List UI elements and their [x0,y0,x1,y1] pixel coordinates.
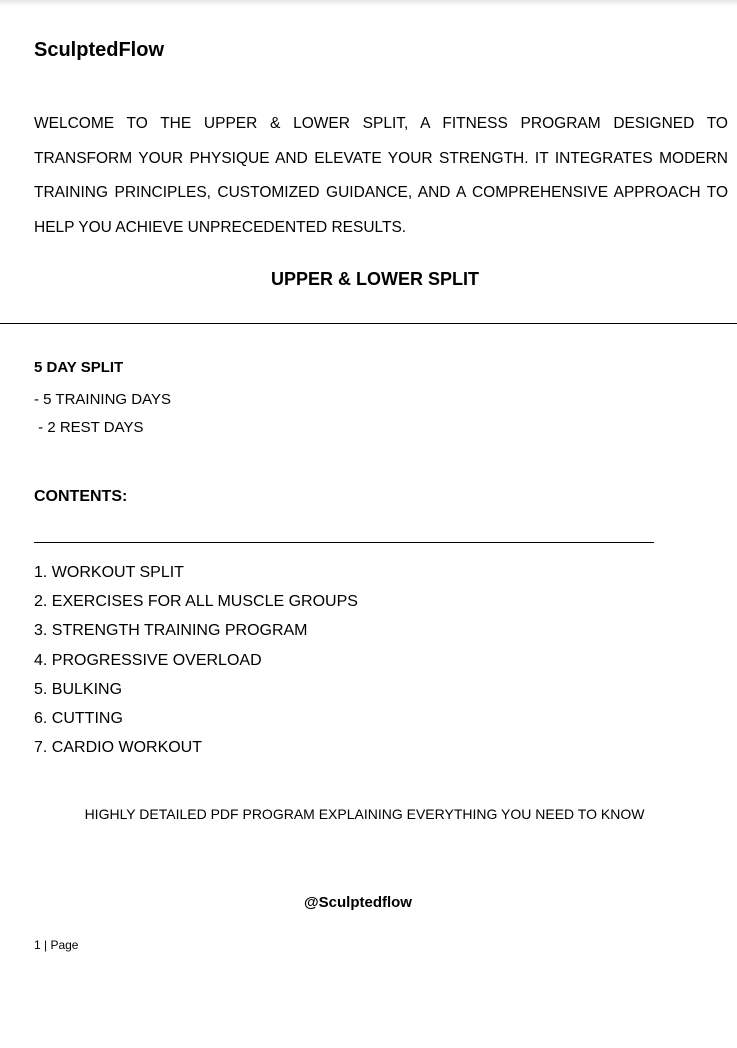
viewer-top-shadow [0,0,737,6]
brand-title: SculptedFlow [34,39,164,61]
contents-item-progressive-overload: 4. PROGRESSIVE OVERLOAD [34,651,262,669]
full-width-divider [0,323,737,324]
split-heading: 5 DAY SPLIT [34,359,124,376]
social-handle: @Sculptedflow [304,894,412,911]
contents-item-cardio: 7. CARDIO WORKOUT [34,739,203,757]
contents-item-exercises: 2. EXERCISES FOR ALL MUSCLE GROUPS [34,593,358,611]
split-training-days: - 5 TRAINING DAYS [34,391,171,408]
program-title: UPPER & LOWER SPLIT [270,269,479,289]
contents-item-strength-training: 3. STRENGTH TRAINING PROGRAM [34,622,308,640]
contents-item-workout-split: 1. WORKOUT SPLIT [34,564,184,581]
tagline: HIGHLY DETAILED PDF PROGRAM EXPLAINING EVERYTHING YOU NEED TO KNOW [84,806,645,822]
intro-paragraph: WELCOME TO THE UPPER & LOWER SPLIT, A FITNESS PROGRAM DESIGNED TO TRANSFORM YOUR PHYSIQUE AND ELEVATE YOUR STRENGTH. IT INTEGRATES MODERN TRAINING PRINCIPLES, CUSTOMIZED GUIDANCE, AND A COMPREHENSIVE APPROACH TO HELP YOU ACHIEVE UNPRECEDENTED RESULTS. [34,115,728,236]
contents-divider [34,542,654,543]
split-rest-days: - 2 REST DAYS [34,419,144,436]
page-number-footer: 1 | Page [34,938,79,952]
contents-item-bulking: 5. BULKING [34,680,123,698]
contents-list [34,558,358,762]
contents-heading: CONTENTS: [34,488,128,505]
contents-item-cutting: 6. CUTTING [34,710,123,728]
